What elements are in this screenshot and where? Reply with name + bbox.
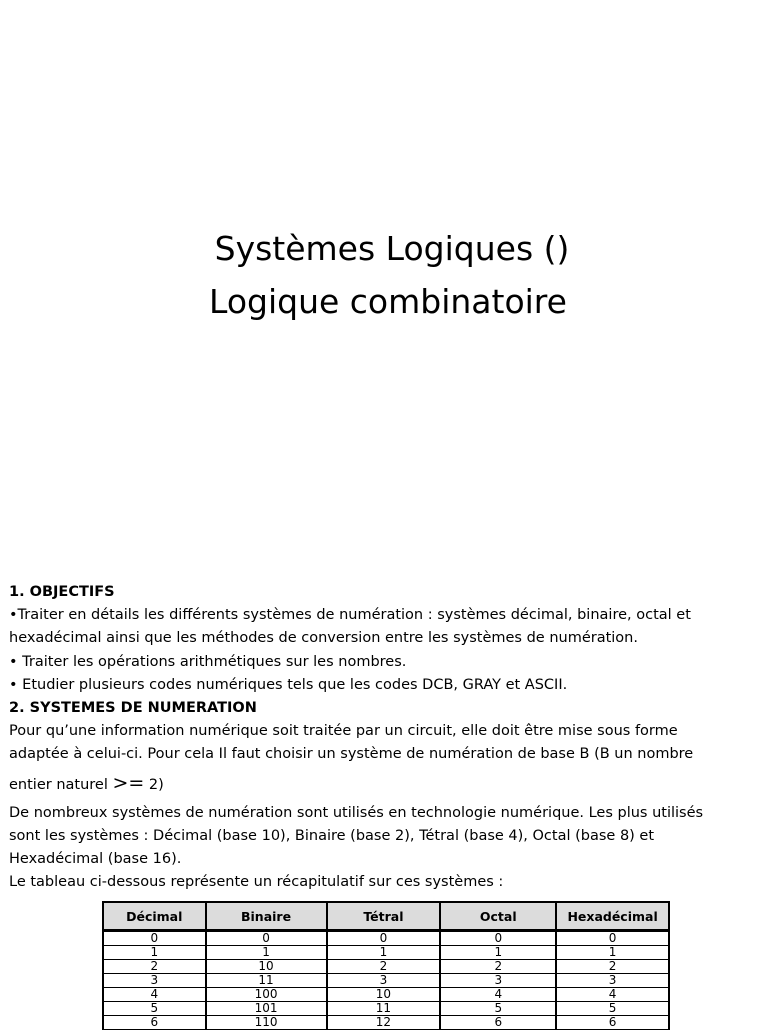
table-cell: 2: [556, 960, 669, 974]
table-cell: 1: [556, 946, 669, 960]
systemes-line-3: [9, 767, 761, 802]
title-line-2: Logique combinatoire: [209, 282, 567, 321]
table-cell: 10: [327, 988, 441, 1002]
table-cell: 0: [556, 931, 669, 946]
objectifs-line-4: • Etudier plusieurs codes numériques tels que les codes DCB, GRAY et ASCII.: [9, 676, 568, 693]
table-cell: 1: [206, 946, 327, 960]
title-line-1: Systèmes Logiques (): [214, 229, 570, 268]
table-cell: 1: [440, 946, 556, 960]
table-header-row: [103, 902, 669, 931]
table-cell: 6: [440, 1016, 556, 1030]
systemes-line-7: Le tableau ci-dessous représente un récapitulatif sur ces systèmes :: [9, 874, 504, 891]
systemes-line-3-post: 2): [144, 776, 164, 793]
column-header-octal: Octal: [440, 902, 556, 931]
table-cell: 11: [206, 974, 327, 988]
table-cell: 2: [327, 960, 441, 974]
table-cell: 11: [327, 1002, 441, 1016]
table-cell: 3: [556, 974, 669, 988]
column-header-decimal: Décimal: [103, 902, 206, 931]
table-cell: 12: [327, 1016, 441, 1030]
table-cell: 3: [327, 974, 441, 988]
systemes-line-6: Hexadécimal (base 16).: [9, 851, 182, 868]
numeration-table: [102, 901, 670, 1030]
table-cell: 0: [206, 931, 327, 946]
table-cell: 0: [440, 931, 556, 946]
table-cell: 10: [206, 960, 327, 974]
systemes-line-3-pre: entier naturel: [9, 776, 113, 793]
systemes-line-4: De nombreux systèmes de numération sont utilisés en technologie numérique. Les plus utilisés: [9, 804, 704, 821]
systemes-line-5: sont les systèmes : Décimal (base 10), Binaire (base 2), Tétral (base 4), Octal (base 8) et: [9, 827, 655, 844]
greater-equal-symbol: >=: [112, 771, 145, 794]
column-header-binaire: Binaire: [206, 902, 327, 931]
table-cell: 6: [103, 1016, 206, 1030]
table-cell: 4: [103, 988, 206, 1002]
objectifs-line-1: •Traiter en détails les différents systèmes de numération : systèmes décimal, binaire, octal et: [9, 607, 691, 624]
table-cell: 5: [556, 1002, 669, 1016]
table-cell: 0: [103, 931, 206, 946]
section-heading-systemes: 2. SYSTEMES DE NUMERATION: [9, 700, 257, 717]
table-cell: 4: [440, 988, 556, 1002]
table-row: [103, 946, 669, 960]
table-row: [103, 1002, 669, 1016]
document-body: [9, 581, 761, 894]
numeration-table-container: [102, 901, 670, 1030]
table-cell: 5: [103, 1002, 206, 1016]
table-row: [103, 988, 669, 1002]
column-header-hexadecimal: Hexadécimal: [556, 902, 669, 931]
table-cell: 100: [206, 988, 327, 1002]
table-cell: 101: [206, 1002, 327, 1016]
table-cell: 1: [327, 946, 441, 960]
systemes-line-2: adaptée à celui-ci. Pour cela Il faut choisir un système de numération de base B (B un nombre: [9, 746, 694, 763]
table-cell: 6: [556, 1016, 669, 1030]
table-cell: 3: [440, 974, 556, 988]
table-row: [103, 960, 669, 974]
table-cell: 2: [103, 960, 206, 974]
table-cell: 4: [556, 988, 669, 1002]
systemes-line-1: Pour qu’une information numérique soit traitée par un circuit, elle doit être mise sous forme: [9, 723, 678, 740]
table-row: [103, 931, 669, 946]
objectifs-line-3: • Traiter les opérations arithmétiques sur les nombres.: [9, 653, 407, 670]
table-cell: 5: [440, 1002, 556, 1016]
table-cell: 2: [440, 960, 556, 974]
table-row: [103, 1016, 669, 1030]
table-cell: 1: [103, 946, 206, 960]
table-cell: 110: [206, 1016, 327, 1030]
table-row: [103, 974, 669, 988]
table-cell: 3: [103, 974, 206, 988]
objectifs-line-2: hexadécimal ainsi que les méthodes de conversion entre les systèmes de numération.: [9, 630, 638, 647]
section-heading-objectifs: 1. OBJECTIFS: [9, 584, 115, 600]
table-cell: 0: [327, 931, 441, 946]
column-header-tetral: Tétral: [327, 902, 441, 931]
slide-title: [0, 222, 768, 328]
